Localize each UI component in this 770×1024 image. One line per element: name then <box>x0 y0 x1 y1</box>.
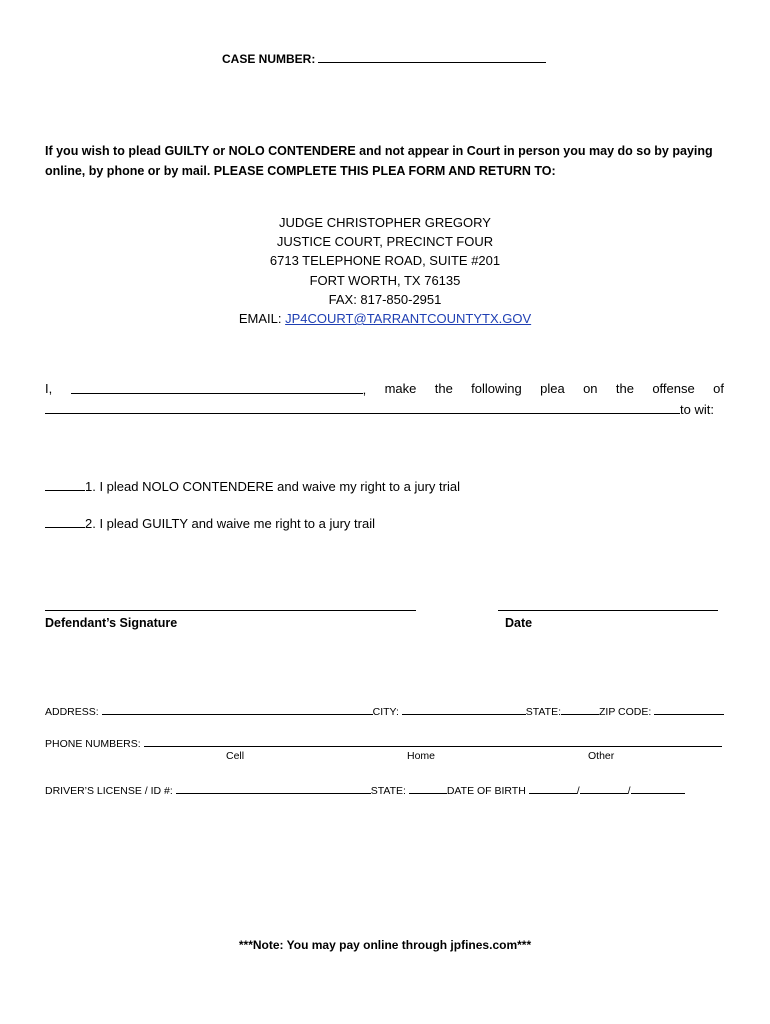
option-1-checkline[interactable] <box>45 477 85 491</box>
email-link[interactable]: JP4COURT@TARRANTCOUNTYTX.GOV <box>285 311 532 327</box>
city-blank[interactable] <box>402 703 526 715</box>
to-wit-label: to wit: <box>680 402 714 417</box>
plea-word: the <box>434 381 453 396</box>
state-label: STATE: <box>525 706 561 718</box>
defendant-signature-label: Defendant’s Signature <box>45 616 178 630</box>
city-label: CITY: <box>372 706 399 718</box>
plea-option-guilty <box>45 514 375 531</box>
address-label: ADDRESS: <box>45 706 99 718</box>
judge-name: JUDGE CHRISTOPHER GREGORY <box>279 215 491 230</box>
dob-day-blank[interactable] <box>580 782 628 794</box>
date-line[interactable] <box>498 610 718 611</box>
plea-word: of <box>713 381 724 396</box>
fax-number: FAX: 817-850-2951 <box>328 291 442 307</box>
plea-word: make <box>384 381 417 396</box>
dob-year-blank[interactable] <box>631 782 685 794</box>
phone-label: PHONE NUMBERS: <box>45 738 141 750</box>
license-state-blank[interactable] <box>409 782 447 794</box>
license-blank[interactable] <box>176 782 371 794</box>
option-2-checkline[interactable] <box>45 514 85 528</box>
phone-row <box>45 735 722 750</box>
plea-option-nolo <box>45 477 460 494</box>
plea-word: , <box>362 382 367 397</box>
defendant-name-blank[interactable] <box>71 381 363 394</box>
license-state-label: STATE: <box>370 785 406 797</box>
email-line <box>0 309 770 328</box>
case-number-blank[interactable] <box>318 49 546 63</box>
city-state-zip: FORT WORTH, TX 76135 <box>309 272 461 288</box>
instructions-paragraph: If you wish to plead GUILTY or NOLO CONTENDERE and not appear in Court in person you may do so by paying online, by phone or by mail. PLEASE COMPLETE THIS PLEA FORM AND RETURN TO: <box>45 144 713 178</box>
license-row <box>45 782 685 797</box>
state-blank[interactable] <box>561 703 599 715</box>
phone-type-home: Home <box>407 750 436 762</box>
phone-type-cell: Cell <box>226 750 245 762</box>
court-name: JUSTICE COURT, PRECINCT FOUR <box>276 234 494 250</box>
option-2-text: 2. I plead GUILTY and waive me right to a jury trail <box>85 516 375 531</box>
case-number-label: CASE NUMBER: <box>222 52 316 66</box>
plea-word: the <box>615 381 634 396</box>
street-address: 6713 TELEPHONE ROAD, SUITE #201 <box>269 253 501 269</box>
plea-word: following <box>471 381 522 396</box>
phone-blank[interactable] <box>144 735 722 747</box>
license-label: DRIVER’S LICENSE / ID #: <box>45 785 173 797</box>
address-row <box>45 703 724 718</box>
offense-description-line <box>45 401 714 417</box>
dob-separator: / <box>627 785 631 797</box>
payment-note: ***Note: You may pay online through jpfines.com*** <box>238 938 532 952</box>
address-blank[interactable] <box>102 703 373 715</box>
dob-month-blank[interactable] <box>529 782 577 794</box>
plea-statement-line <box>45 381 724 397</box>
plea-word: offense <box>652 381 695 396</box>
phone-type-other: Other <box>588 750 615 762</box>
date-label: Date <box>505 616 533 630</box>
plea-word: on <box>583 381 598 396</box>
plea-word: I, <box>45 381 53 396</box>
dob-separator: / <box>576 785 580 797</box>
return-address-block <box>0 213 770 328</box>
plea-word: plea <box>540 381 565 396</box>
zip-blank[interactable] <box>654 703 724 715</box>
option-1-text: 1. I plead NOLO CONTENDERE and waive my right to a jury trial <box>85 479 460 494</box>
signature-line[interactable] <box>45 610 416 611</box>
zip-label: ZIP CODE: <box>599 706 652 718</box>
case-number-field <box>222 49 546 66</box>
offense-blank[interactable] <box>45 401 680 414</box>
dob-label: DATE OF BIRTH <box>446 785 526 797</box>
email-label: EMAIL: <box>238 311 282 327</box>
